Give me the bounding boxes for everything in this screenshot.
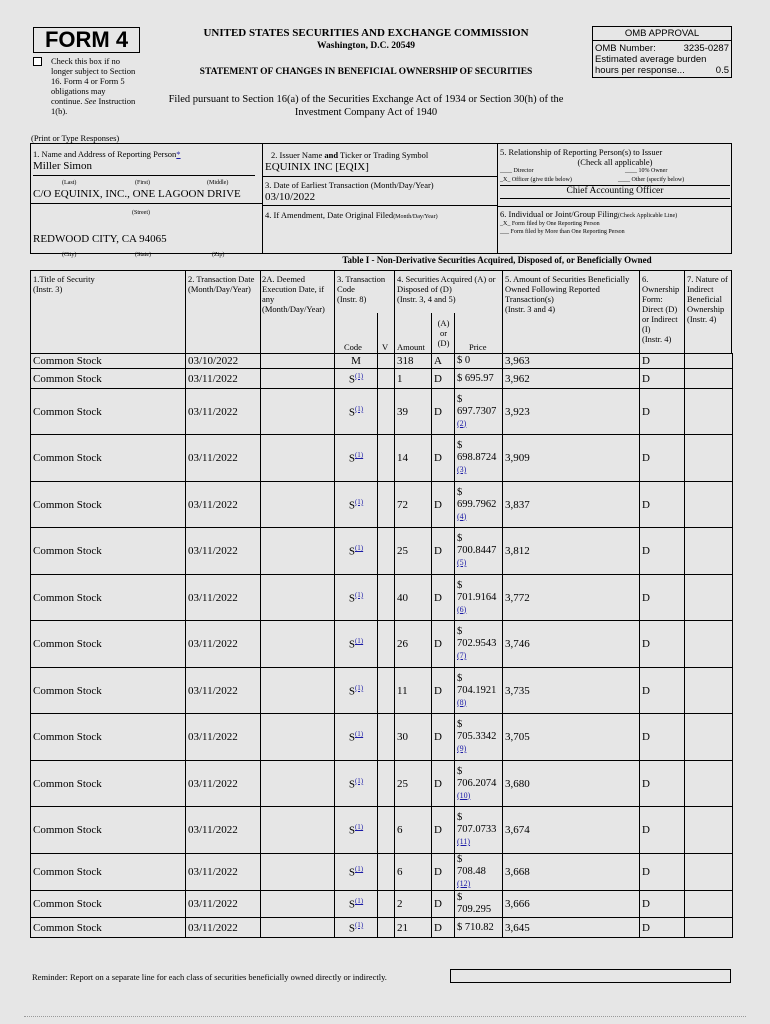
cell-v [378, 918, 395, 938]
zip-label: (Zip) [212, 252, 225, 258]
cell-v [378, 854, 395, 891]
cell-price: $ 699.7962 (4) [455, 482, 503, 528]
officer-title: Chief Accounting Officer [566, 186, 664, 196]
omb-number-label: OMB Number: [595, 43, 656, 54]
cell-amount: 25 [395, 528, 432, 575]
last-label: (Last) [62, 180, 77, 186]
cell-amount: 6 [395, 807, 432, 854]
cell-owned: 3,837 [503, 482, 640, 528]
cell-owned: 3,668 [503, 854, 640, 891]
cell-price: $ 697.7307 (2) [455, 389, 503, 435]
cell-ownership-form: D [640, 668, 685, 714]
cell-v [378, 575, 395, 621]
cell-date: 03/11/2022 [186, 435, 261, 482]
cell-ownership-form: D [640, 891, 685, 918]
cell-date: 03/11/2022 [186, 854, 261, 891]
code-value: S [348, 778, 355, 791]
omb-hours: 0.5 [715, 65, 729, 76]
cell-date: 03/10/2022 [186, 354, 261, 369]
omb-title: OMB APPROVAL [593, 27, 731, 41]
cell-deemed-date [261, 482, 335, 528]
agency-name: UNITED STATES SECURITIES AND EXCHANGE COMMISSION [203, 27, 529, 39]
price-value: 700.8447 [457, 545, 497, 556]
col-ownership-form: 6. Ownership Form: Direct (D) or Indirect (I) (Instr. 4) [642, 274, 680, 344]
cell-price: $ 705.3342 (9) [455, 714, 503, 761]
price-footnote-link[interactable]: (6) [457, 604, 467, 614]
price-footnote-link[interactable]: (4) [457, 511, 467, 521]
table-row [31, 575, 733, 621]
cell-v [378, 668, 395, 714]
price-footnote-link[interactable]: (2) [457, 418, 467, 428]
sub-col-a-or-d: (A) or (D) [437, 318, 450, 348]
cell-nature [685, 575, 733, 621]
cell-v [378, 714, 395, 761]
code-value: S [348, 824, 355, 837]
cell-amount: 26 [395, 621, 432, 668]
cell-v [378, 354, 395, 369]
cell-date: 03/11/2022 [186, 807, 261, 854]
table-row [31, 891, 733, 918]
street-address: C/O EQUINIX, INC., ONE LAGOON DRIVE [33, 188, 241, 200]
table-row [31, 854, 733, 891]
cell-nature [685, 369, 733, 389]
cell-nature [685, 918, 733, 938]
table-row [31, 528, 733, 575]
cell-nature [685, 714, 733, 761]
cell-ownership-form: D [640, 918, 685, 938]
middle-label: (Middle) [207, 180, 229, 186]
cell-deemed-date [261, 621, 335, 668]
cell-deemed-date [261, 528, 335, 575]
cell-amount: 39 [395, 389, 432, 435]
cell-title: Common Stock [31, 575, 186, 621]
cell-nature [685, 668, 733, 714]
footnote-link[interactable]: (1) [354, 637, 364, 646]
cell-price: $ 707.0733 (11) [455, 807, 503, 854]
cell-price [455, 369, 503, 389]
cell-ownership-form: D [640, 528, 685, 575]
cell-nature [685, 854, 733, 891]
cell-ownership-form: D [640, 714, 685, 761]
cell-date: 03/11/2022 [186, 891, 261, 918]
cell-amount: 14 [395, 435, 432, 482]
col-title-of-security: 1.Title of Security (Instr. 3) [33, 274, 95, 294]
footnote-link[interactable]: (1) [354, 544, 364, 553]
cell-amount: 11 [395, 668, 432, 714]
cell-code [335, 621, 378, 668]
cell-a-or-d: D [432, 482, 455, 528]
code-value: S [348, 592, 355, 605]
cell-nature [685, 891, 733, 918]
cell-title: Common Stock [31, 918, 186, 938]
price-footnote-link[interactable]: (7) [457, 651, 467, 660]
cell-date: 03/11/2022 [186, 621, 261, 668]
table-row [31, 389, 733, 435]
box3-label: 3. Date of Earliest Transaction (Month/Day/Year) [265, 180, 434, 190]
footnote-link[interactable]: (1) [354, 730, 364, 739]
city-label: (City) [62, 252, 77, 258]
cell-code [335, 369, 378, 389]
cell-v [378, 528, 395, 575]
state-label: (State) [135, 252, 151, 258]
cell-amount: 2 [395, 891, 432, 918]
filing-option-one: _X_ Form filed by One Reporting Person [500, 221, 600, 227]
cell-a-or-d: D [432, 528, 455, 575]
cell-date: 03/11/2022 [186, 389, 261, 435]
code-value: S [348, 406, 355, 419]
col-nature-indirect: 7. Nature of Indirect Beneficial Ownership (Instr. 4) [687, 274, 728, 324]
print-type-note: (Print or Type Responses) [31, 133, 120, 143]
cell-code [335, 435, 378, 482]
code-value: S [348, 731, 355, 744]
cell-a-or-d: D [432, 575, 455, 621]
box6-label: 6. Individual or Joint/Group Filing(Check Applicable Line) [500, 209, 678, 219]
cell-ownership-form: D [640, 807, 685, 854]
cell-deemed-date [261, 807, 335, 854]
cell-a-or-d: D [432, 714, 455, 761]
cell-nature [685, 807, 733, 854]
box5-label: 5. Relationship of Reporting Person(s) to Issuer (Check all applicable) [500, 147, 663, 167]
no-longer-subject-checkbox[interactable] [33, 57, 42, 66]
cell-nature [685, 389, 733, 435]
code-value: S [348, 922, 355, 935]
price-value: $ 0 [457, 355, 471, 366]
price-value: 697.7307 [457, 405, 497, 417]
cell-owned: 3,705 [503, 714, 640, 761]
city-state-zip: REDWOOD CITY, CA 94065 [33, 233, 167, 245]
cell-date: 03/11/2022 [186, 668, 261, 714]
price-value: 708.48 [457, 866, 486, 877]
cell-owned: 3,680 [503, 761, 640, 807]
col-securities-acquired: 4. Securities Acquired (A) or Disposed of (D) (Instr. 3, 4 and 5) [397, 274, 496, 304]
cell-deemed-date [261, 918, 335, 938]
cell-ownership-form: D [640, 482, 685, 528]
director-option: ____ Director [500, 168, 534, 174]
cell-v [378, 482, 395, 528]
box1-label: 1. Name and Address of Reporting Person* [33, 149, 181, 159]
cell-code [335, 891, 378, 918]
cell-v [378, 369, 395, 389]
cell-nature [685, 482, 733, 528]
cell-code [335, 354, 378, 369]
price-value: 699.7962 [457, 498, 497, 510]
footnote-link[interactable]: (1) [354, 897, 364, 906]
price-value: 707.0733 [457, 824, 497, 835]
first-label: (First) [135, 180, 150, 186]
cell-ownership-form: D [640, 621, 685, 668]
cell-code [335, 528, 378, 575]
cell-title: Common Stock [31, 668, 186, 714]
checkbox-label: Check this box if no longer subject to Section 16. Form 4 or Form 5 obligations may continue. See Instruction 1(b). [51, 56, 136, 116]
price-value: 704.1921 [457, 684, 497, 696]
cell-title: Common Stock [31, 621, 186, 668]
cell-price: $ 709.295 [455, 891, 503, 918]
cell-owned: 3,812 [503, 528, 640, 575]
officer-option: _X_ Officer (give title below) [500, 177, 572, 183]
cell-owned: 3,746 [503, 621, 640, 668]
omb-burden-label: Estimated average burden [595, 54, 707, 65]
price-value: $ 710.82 [457, 921, 494, 933]
cell-ownership-form: D [640, 435, 685, 482]
col-deemed-execution-date: 2A. Deemed Execution Date, if any (Month/Day/Year) [262, 274, 325, 314]
reporting-person-name: Miller Simon [33, 160, 92, 172]
cell-a-or-d: D [432, 369, 455, 389]
code-value: S [348, 866, 355, 879]
footnote-link[interactable]: (1) [354, 776, 364, 785]
table-row [31, 918, 733, 938]
cell-a-or-d: D [432, 854, 455, 891]
col-transaction-code: 3. Transaction Code (Instr. 8) [337, 274, 386, 304]
cell-owned: 3,923 [503, 389, 640, 435]
filing-option-group: ___ Form filed by More than One Reporting Person [500, 229, 625, 235]
cell-title: Common Stock [31, 389, 186, 435]
code-value: S [348, 373, 355, 386]
price-value: $ 695.97 [457, 372, 494, 384]
footnote-link[interactable]: (1) [354, 865, 364, 874]
cell-amount: 318 [395, 354, 432, 369]
cell-code [335, 807, 378, 854]
cell-deemed-date [261, 761, 335, 807]
code-value: S [348, 452, 355, 465]
cell-owned: 3,666 [503, 891, 640, 918]
cell-ownership-form: D [640, 369, 685, 389]
cell-title: Common Stock [31, 807, 186, 854]
price-footnote-link[interactable]: (10) [457, 790, 471, 800]
cell-owned: 3,963 [503, 354, 640, 369]
cell-a-or-d: D [432, 435, 455, 482]
omb-number: 3235-0287 [683, 43, 729, 54]
filed-pursuant: Filed pursuant to Section 16(a) of the Securities Exchange Act of 1934 or Section 30(h) of the Investment Company Act of 1940 [168, 94, 564, 118]
cell-a-or-d: D [432, 389, 455, 435]
col-amount-owned: 5. Amount of Securities Beneficially Owned Following Reported Transaction(s) (Instr. 3 and 4) [505, 274, 630, 314]
cell-code [335, 918, 378, 938]
table1 [30, 353, 733, 938]
cell-nature [685, 621, 733, 668]
cell-owned: 3,772 [503, 575, 640, 621]
cell-deemed-date [261, 369, 335, 389]
issuer-name: EQUINIX INC [EQIX] [265, 161, 369, 173]
form-title: FORM 4 [33, 27, 140, 53]
table-row [31, 369, 733, 389]
cell-deemed-date [261, 854, 335, 891]
code-value: S [348, 685, 355, 698]
sub-col-price: Price [469, 342, 487, 352]
footnote-link[interactable]: (1) [354, 590, 364, 599]
footnote-link[interactable]: (1) [354, 451, 364, 460]
cell-owned: 3,645 [503, 918, 640, 938]
cell-a-or-d: D [432, 807, 455, 854]
cell-owned: 3,962 [503, 369, 640, 389]
price-value: 701.9164 [457, 591, 497, 603]
price-footnote-link[interactable]: (5) [457, 558, 467, 567]
cell-amount: 25 [395, 761, 432, 807]
cell-price [455, 918, 503, 938]
price-value: 705.3342 [457, 731, 497, 742]
cell-ownership-form: D [640, 575, 685, 621]
cell-nature [685, 528, 733, 575]
code-value: S [348, 638, 355, 651]
cell-date: 03/11/2022 [186, 369, 261, 389]
cell-code [335, 575, 378, 621]
price-footnote-link[interactable]: (8) [457, 697, 467, 707]
cell-price: $ 698.8724 (3) [455, 435, 503, 482]
cell-nature [685, 354, 733, 369]
cell-date: 03/11/2022 [186, 761, 261, 807]
cell-deemed-date [261, 891, 335, 918]
footnote-link[interactable]: (1) [354, 920, 364, 929]
box2-label: 2. Issuer Name and Ticker or Trading Symbol [271, 150, 429, 160]
cell-price: $ 700.8447 (5) [455, 528, 503, 575]
footnote-link[interactable]: (1) [354, 371, 364, 380]
cell-title: Common Stock [31, 369, 186, 389]
cell-v [378, 761, 395, 807]
cell-code [335, 714, 378, 761]
cell-a-or-d: A [432, 354, 455, 369]
price-value: 706.2074 [457, 777, 497, 789]
cell-deemed-date [261, 354, 335, 369]
cell-title: Common Stock [31, 482, 186, 528]
cell-amount: 21 [395, 918, 432, 938]
sub-col-code: Code [344, 342, 362, 352]
cell-ownership-form: D [640, 761, 685, 807]
cell-ownership-form: D [640, 854, 685, 891]
price-footnote-link[interactable]: (12) [457, 879, 471, 888]
code-value: S [348, 545, 355, 558]
statement-title: STATEMENT OF CHANGES IN BENEFICIAL OWNERSHIP OF SECURITIES [199, 67, 533, 77]
cell-price: $ 701.9164 (6) [455, 575, 503, 621]
cell-deemed-date [261, 389, 335, 435]
footnote-link[interactable]: (1) [354, 683, 364, 692]
cell-code [335, 482, 378, 528]
cell-a-or-d: D [432, 918, 455, 938]
footnote-link[interactable]: (1) [354, 823, 364, 832]
table1-title: Table I - Non-Derivative Securities Acquired, Disposed of, or Beneficially Owned [342, 255, 652, 265]
table-row [31, 761, 733, 807]
cell-date: 03/11/2022 [186, 918, 261, 938]
cell-price: $ 704.1921 (8) [455, 668, 503, 714]
cell-code [335, 761, 378, 807]
footnote-link[interactable]: (1) [354, 404, 364, 413]
cell-v [378, 891, 395, 918]
sub-col-v: V [382, 342, 389, 352]
cell-date: 03/11/2022 [186, 575, 261, 621]
cell-date: 03/11/2022 [186, 482, 261, 528]
price-footnote-link[interactable]: (9) [457, 744, 467, 753]
cell-v [378, 435, 395, 482]
omb-approval-box [592, 26, 732, 78]
price-value: 709.295 [457, 904, 492, 915]
code-value: S [348, 898, 355, 911]
other-option: ____ Other (specify below) [618, 177, 685, 183]
cell-ownership-form: D [640, 389, 685, 435]
table-row [31, 621, 733, 668]
cell-code [335, 668, 378, 714]
omb-hours-label: hours per response... [595, 65, 685, 76]
cell-title: Common Stock [31, 528, 186, 575]
reminder-field [450, 969, 731, 983]
table-row [31, 714, 733, 761]
table-row [31, 807, 733, 854]
cell-title: Common Stock [31, 714, 186, 761]
price-value: 698.8724 [457, 452, 497, 463]
cell-v [378, 621, 395, 668]
cell-code [335, 854, 378, 891]
cell-deemed-date [261, 435, 335, 482]
table-row [31, 435, 733, 482]
agency-city: Washington, D.C. 20549 [317, 41, 415, 51]
cell-owned: 3,735 [503, 668, 640, 714]
cell-price [455, 354, 503, 369]
price-footnote-link[interactable]: (3) [457, 465, 467, 474]
cell-v [378, 389, 395, 435]
cell-title: Common Stock [31, 354, 186, 369]
cell-ownership-form: D [640, 354, 685, 369]
cell-a-or-d: D [432, 668, 455, 714]
table-row [31, 482, 733, 528]
cell-owned: 3,674 [503, 807, 640, 854]
cell-title: Common Stock [31, 435, 186, 482]
table-row [31, 668, 733, 714]
reminder-text: Reminder: Report on a separate line for each class of securities beneficially owned directly or indirectly. [32, 972, 387, 982]
street-label: (Street) [132, 210, 150, 216]
cell-nature [685, 761, 733, 807]
cell-a-or-d: D [432, 761, 455, 807]
cell-code [335, 389, 378, 435]
code-value: S [348, 499, 355, 512]
cell-deemed-date [261, 714, 335, 761]
cell-deemed-date [261, 575, 335, 621]
cell-price: $ 706.2074 (10) [455, 761, 503, 807]
code-value: M [351, 355, 361, 367]
cell-deemed-date [261, 668, 335, 714]
sub-col-amount: Amount [397, 342, 425, 352]
cell-nature [685, 435, 733, 482]
box4-label: 4. If Amendment, Date Original Filed(Month/Day/Year) [265, 210, 438, 220]
cell-amount: 40 [395, 575, 432, 621]
cell-amount: 1 [395, 369, 432, 389]
table-row [31, 354, 733, 369]
cell-a-or-d: D [432, 621, 455, 668]
cell-price: $ 702.9543 (7) [455, 621, 503, 668]
footnote-link[interactable]: (1) [354, 497, 364, 506]
earliest-transaction-date: 03/10/2022 [265, 191, 316, 203]
cell-amount: 6 [395, 854, 432, 891]
cell-title: Common Stock [31, 891, 186, 918]
cell-title: Common Stock [31, 854, 186, 891]
cell-owned: 3,909 [503, 435, 640, 482]
col-transaction-date: 2. Transaction Date (Month/Day/Year) [188, 274, 255, 294]
cell-date: 03/11/2022 [186, 528, 261, 575]
cell-date: 03/11/2022 [186, 714, 261, 761]
cell-price: $ 708.48 (12) [455, 854, 503, 891]
cell-a-or-d: D [432, 891, 455, 918]
price-value: 702.9543 [457, 638, 497, 649]
ten-percent-owner-option: ____ 10% Owner [625, 168, 668, 174]
cell-amount: 72 [395, 482, 432, 528]
cell-v [378, 807, 395, 854]
cell-amount: 30 [395, 714, 432, 761]
cell-title: Common Stock [31, 761, 186, 807]
price-footnote-link[interactable]: (11) [457, 837, 471, 846]
